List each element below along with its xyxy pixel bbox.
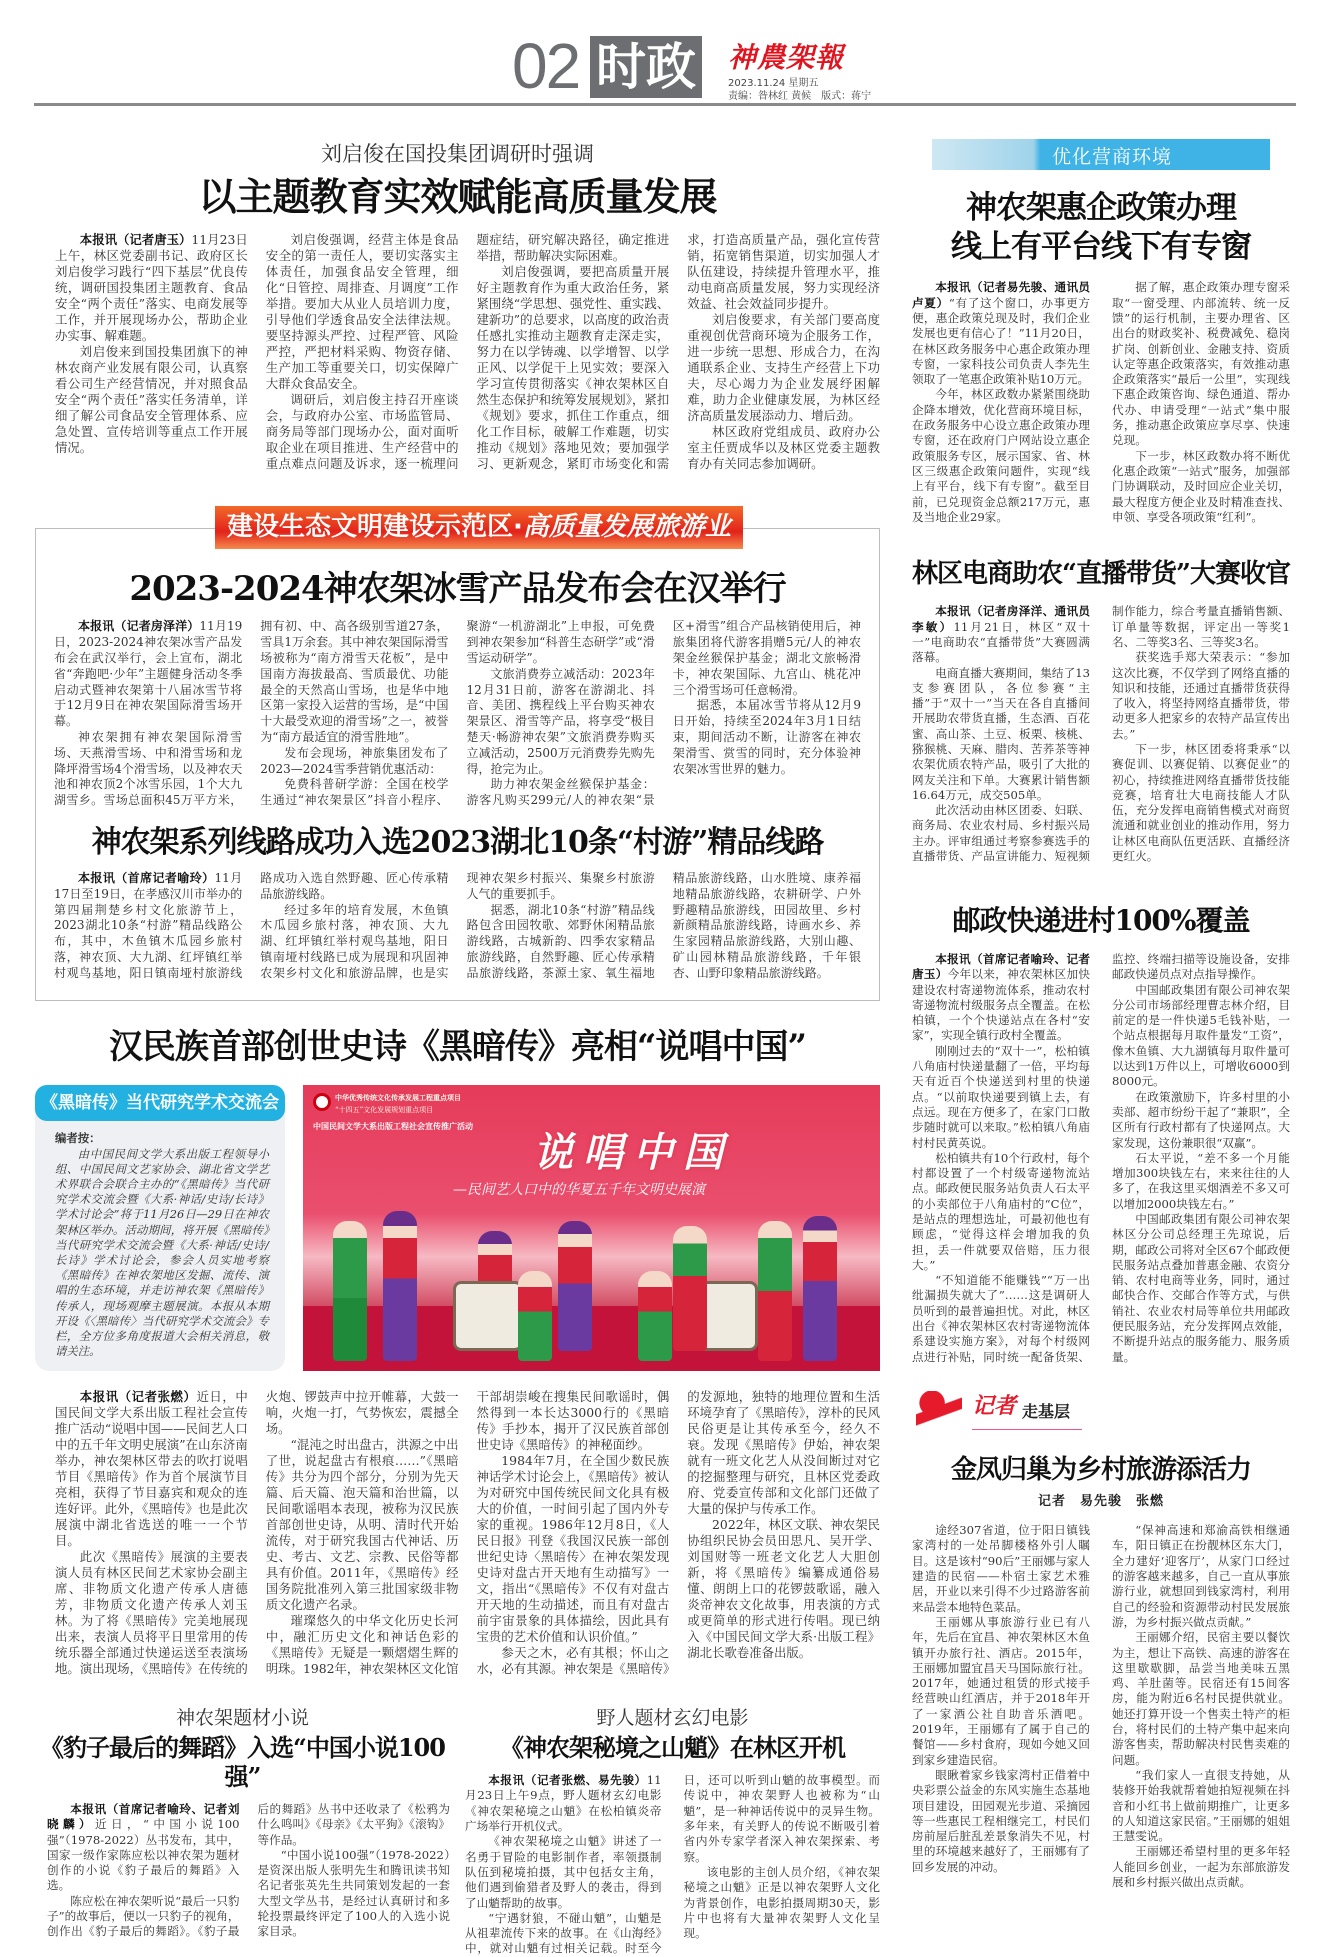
paragraph-text: 眼瞅着家乡钱家湾村正借着中央彩票公益金的东风实施生态基地项目建设，田园观光步道、采摘园等一些惠民工程相继完工，村民们房前屋后脏乱差景象消失不见，村里的环境越来越好了，王丽娜有了回乡发展的冲动。 bbox=[912, 1767, 1090, 1874]
paragraph bbox=[1112, 1844, 1290, 1890]
paragraph-text: 文旅消费券立减活动：2023年12月31日前，游客在游湖北、抖音、美团、携程线上平台购买神农架景区、滑雪等产品，将享受“极目楚天·畅游神农架”文旅消费券购买立减活动，2500万元消费券先购先得，抢完为止。 bbox=[466, 666, 655, 776]
paragraph-text: 下一步，林区政数办将不断优化惠企政策“一站式”服务，加强部门协调联动，及时回应企业关切，最大程度方便企业及时精准查找、申领、享受各项政策“红利”。 bbox=[1112, 448, 1290, 524]
paragraph bbox=[912, 387, 1090, 525]
paragraph-text: 此次活动由林区团委、妇联、商务局、农业农村局、乡村振兴局主办。评审组通过考察参赛选手的直播带货、产品宣讲能力、短视频制作能力，综合考量直播销售额、订单量等数据，评定出一等奖1名、二等奖3名、三等奖3名。 bbox=[912, 604, 1290, 864]
film-article bbox=[465, 1703, 880, 1956]
paragraph bbox=[1112, 742, 1290, 864]
editors-credit: 责编：昝林红 黄候 版式：蒋宁 bbox=[728, 91, 872, 102]
article-body bbox=[912, 604, 1290, 864]
section-title: 时政 bbox=[590, 36, 702, 98]
paragraph-text: 11月23日上午9点，野人题材玄幻电影《神农架秘境之山魈》在松柏镇炎帝广场举行开机仪式。 bbox=[465, 1773, 662, 1834]
topic-banner-label: 优化营商环境 bbox=[1052, 146, 1173, 168]
paragraph bbox=[912, 1044, 1090, 1151]
article-headline: 神农架系列线路成功入选2023湖北10条“村游”精品线路 bbox=[91, 824, 824, 860]
paragraph-text: 免费科普研学游：全国在校学生通过“神农架景区”抖音小程序、聚游“一机游湖北”上申报，可免费到神农架参加“科普生态研学”或“滑雪运动研学”。 bbox=[260, 619, 655, 808]
performer bbox=[758, 1221, 792, 1361]
photo-caption-line: 中国民间文学大系出版工程社会宣传推广活动 bbox=[313, 1121, 473, 1132]
article-kicker: 刘启俊在国投集团调研时强调 bbox=[321, 142, 594, 166]
dateline: 本报讯（记者房泽洋） bbox=[78, 619, 200, 634]
feature-section bbox=[35, 506, 880, 1001]
paragraph-text: 2022年，林区文联、神农架民协组织民协会员田思凡、吴开学、刘国财等一班老文化艺人大胆创新，将《黑暗传》编纂成通俗易懂、朗朗上口的花锣鼓歌谣，融入炎帝神农文化故事，用表演的方式或更简单的形式进行传唱。现已纳入《中国民间文学大系·出版工程》湖北长歌卷准备出版。 bbox=[687, 1517, 880, 1661]
article-headline: 邮政快递进村100%覆盖 bbox=[952, 904, 1250, 938]
column-logo-red: 记者 bbox=[972, 1392, 1017, 1419]
article-body bbox=[912, 952, 1290, 1365]
article-headline: 《豹子最后的舞蹈》入选“中国小说100强” bbox=[40, 1733, 445, 1792]
paragraph-text: 松柏镇共有10个行政村，每个村都设置了一个村级寄递物流站点。邮政便民服务站负责人石太平的小卖部位于八角庙村的“C位”，是站点的理想选址，可最初他也有顾虑，“觉得这样会增加我的负担，丢一件就要双倍赔，压力很大。” bbox=[912, 1150, 1090, 1272]
article-headline: 《神农架秘境之山魈》在林区开机 bbox=[500, 1733, 845, 1763]
paragraph-text: “混沌之时出盘古，洪源之中出了世，说起盘古有根痕……”《黑暗传》共分为四个部分，分别为先天篇、后天篇、泡天篇和治世篇，以民间歌谣唱本表现，被称为汉民族首部创世史诗，从明、清时代开始流传，对于研究我国古代神话、历史、考古、文艺、宗教、民俗等都具有价值。2011年，《黑暗传》经国务院批准列入第三批国家级非物质文化遗产名录。 bbox=[265, 1437, 459, 1613]
paragraph bbox=[1112, 1768, 1290, 1844]
feature-banner-slogan: 高质量发展旅游业 bbox=[522, 511, 731, 542]
article-body bbox=[54, 871, 861, 982]
paragraph-text: 林区政府党组成员、政府办公室主任贾成华以及林区党委主题教育办有关同志参加调研。 bbox=[687, 423, 880, 471]
topic-banner bbox=[932, 139, 1270, 170]
paragraph-text: 刘启俊强调，经营主体是食品安全的第一责任人，要切实落实主体责任，加强食品安全管理，细化“日管控、周排查、月调度”工作举措。要加大从业人员培训力度，引导他们学透食品安全法律法规。要坚持源头严控、过程严管、风险严控，严把材料采购、物资存储、生产加工等重要关口，切实保障广大群众食品安全。 bbox=[265, 231, 459, 391]
dateline: 本报讯（记者易先骏、通讯员卢夏） bbox=[912, 280, 1090, 310]
paragraph-text: 据悉，湖北10条“村游”精品线路包含田园牧歌、郊野休闲精品旅游线路，古城新韵、四季农家精品旅游线路，自然野趣、匠心传承精品旅游线路，茶源土家、氧生福地精品旅游线路，山水胜境、康养福地精品旅游线路，农耕研学、户外野趣精品旅游线，田园故里、乡村新颜精品旅游线路，诗画水乡、养生家园精品旅游线路，大别山趣、矿山园林精品旅游线路，千年银杏、山野印象精品旅游线路。 bbox=[466, 870, 861, 980]
drum bbox=[453, 1281, 523, 1351]
article-body bbox=[465, 1773, 880, 1957]
paragraph bbox=[1112, 1630, 1290, 1768]
paragraph bbox=[258, 1848, 451, 1940]
performer bbox=[518, 1271, 552, 1361]
article-kicker: 野人题材玄幻电影 bbox=[596, 1707, 749, 1730]
paragraph-text: 陈应松在神农架听说“最后一只豹子”的故事后，便以一只豹子的视角，创作出《豹子最后的舞蹈》。《豹子最后的舞蹈》丛书中还收录了《松鸦为什么鸣叫》《母亲》《太平狗》《滚钩》等作品。 bbox=[47, 1801, 450, 1939]
paragraph bbox=[1112, 650, 1290, 742]
article-headline: 神农架惠企政策办理 bbox=[966, 190, 1236, 226]
paragraph-text: 11月23日上午，林区党委副书记、政府区长刘启俊学习践行“四下基层”优良传统，调研国投集团主题教育、食品安全“两个责任”落实、电商发展等工作，并开展现场办公，帮助企业办实事、解难题。 bbox=[55, 231, 248, 343]
paragraph-text: 石太平说，“差不多一个月能增加300块钱左右，来来往往的人多了，在我这里买烟酒差不多又可以增加2000块钱左右。” bbox=[1112, 1150, 1290, 1211]
article-kicker: 神农架题材小说 bbox=[175, 1707, 309, 1730]
paragraph bbox=[465, 1773, 662, 1834]
epic-feature-row bbox=[35, 1085, 880, 1371]
paragraph bbox=[673, 698, 861, 777]
paragraph-text: 王丽娜从事旅游行业已有八年，先后在宜昌、神农架林区木鱼镇开办旅行社、酒店。2015年，王丽娜加盟宜昌天马国际旅行社。2017年，她通过租赁的形式接手经营映山红酒店，并于2018年开了一家酒公社自助音乐酒吧。2019年，王丽娜有了属于自己的餐馆——乡村食府，现如今她又回到家乡建造民宿。 bbox=[912, 1614, 1090, 1767]
article-headline: 线上有平台线下有专窗 bbox=[951, 229, 1251, 266]
paragraph bbox=[912, 1615, 1090, 1768]
paragraph-text: 刘启俊强调，要把高质量开展好主题教育作为重大政治任务，紧紧围绕“学思想、强党性、重实践、建新功”的总要求，以高度的政治责任感扎实推动主题教育走深走实，努力在以学铸魂、以学增智、以学正风、以学促干上见实效；要深入学习宣传贯彻落实《神农架林区自然生态保护和统筹发展规划》，紧扣《规划》要求，抓住工作重点，细化工作目标，破解工作难题，切实推动《规划》落地见效；要加强学习、更新观念，紧盯市场变化和需求，打造高质量产品，强化宣传营销，拓宽销售渠道，切实加强人才队伍建设，持续提升管理水平，推动电商高质量发展，努力实现经济效益、社会效益同步提升。 bbox=[476, 231, 880, 471]
paragraph-text: “保神高速和郑渝高铁相继通车，阳日镇正在扮靓林区东大门，全力建好‘迎客厅’，从家门口经过的游客越来越多，自己一直从事旅游行业，就想回到钱家湾村，利用自己的经验和资源带动村民发展旅游，为乡村振兴做点贡献。” bbox=[1112, 1523, 1290, 1629]
paragraph bbox=[687, 312, 880, 424]
newspaper-logo: 神農架報 bbox=[728, 41, 845, 74]
article-body bbox=[912, 1523, 1290, 1890]
paragraph bbox=[1112, 1151, 1290, 1212]
paragraph bbox=[1112, 449, 1290, 525]
dateline: 本报讯（记者房泽洋、通讯员李敏） bbox=[912, 604, 1090, 634]
dateline: 本报讯（首席记者喻玲） bbox=[78, 870, 215, 885]
paragraph bbox=[55, 232, 248, 344]
performer bbox=[333, 1221, 367, 1361]
paragraph bbox=[912, 1151, 1090, 1273]
left-column bbox=[35, 138, 880, 1957]
column-logo-line bbox=[972, 1429, 1082, 1430]
paragraph-text: 刘启俊来到国投集团旗下的神林农商产业发展有限公司，认真察看公司生产经营情况，并对照食品安全“两个责任”落实任务清单，详细了解公司食品安全管理体系、应急处置、宣传培训等重点工作开展情况。 bbox=[55, 343, 248, 455]
paragraph-text: 发布会现场，神旅集团发布了2023—2024雪季营销优惠活动： bbox=[260, 745, 449, 776]
article-headline: 金凤归巢为乡村旅游添活力 bbox=[950, 1454, 1251, 1485]
editor-note-text: 由中国民间文学大系出版工程领导小组、中国民间文艺家协会、湖北省文学艺术界联合会联合主办的“《黑暗传》当代研究学术交流会暨《大系·神话/史诗/长诗》学术讨论会”将于11月26日—29日在神农架林区举办。活动期间，将开展《黑暗传》当代研究学术交流会暨《大系·神话/史诗/长诗》学术讨论会，参会人员实地考察《黑暗传》在神农架地区发掘、流传、演唱的生态环境，并走访神农架《黑暗传》传承人，现场观摩主题展演。本报从本期开设《〈黑暗传〉当代研究学术交流会》专栏，全方位多角度报道大会相关消息，敬请关注。 bbox=[55, 1146, 269, 1359]
paragraph bbox=[54, 619, 242, 730]
paragraph bbox=[55, 344, 248, 456]
paragraph-text: “宁遇豺狼，不碰山魈”，山魈是从祖辈流传下来的故事。在《山海经》中，就对山魈有过相关记载。时至今日，还可以听到山魈的故事模型。而传说中，神农架野人也被称为“山魈”，是一种神话传说中的灵异生物。多年来，有关野人的传说不断吸引着省内外专家学者深入神农架探索、考察。 bbox=[465, 1773, 880, 1956]
dateline: 本报讯（记者唐玉） bbox=[79, 231, 192, 247]
paragraph bbox=[1112, 280, 1290, 448]
feature-banner-text: 建设生态文明建设示范区· bbox=[227, 511, 523, 542]
paragraph-text: 神农架拥有神农架国际滑雪场、天燕滑雪场、中和滑雪场和龙降坪滑雪场4个滑雪场，以及神农天池和神农顶2个冰雪乐园，1个大九湖雪乡。雪场总面积45万平方米，拥有初、中、高各级别雪道27条，雪具1万余套。其中神农架国际滑雪场被称为“南方滑雪天花板”，是中国南方海拔最高、雪质最优、功能最全的天然高山雪场，也是华中地区第一家投入运营的雪场，是“中国十大最受欢迎的滑雪场”之一，被誉为“南方最适宜的滑雪胜地”。 bbox=[54, 619, 449, 808]
paragraph-text: 王丽娜介绍，民宿主要以餐饮为主，想让下高铁、高速的游客在这里歇歇脚，品尝当地美味五黑鸡、羊肚菌等。民宿还有15间客房，能为附近6名村民提供就业。她还打算开设一个售卖土特产的柜台，将村民们的土特产集中起来向游客售卖，帮助解决村民售卖难的问题。 bbox=[1112, 1630, 1290, 1767]
dateline: 本报讯（首席记者喻玲、记者唐玉） bbox=[912, 951, 1090, 982]
paragraph-text: 下一步，林区团委将秉承“以赛促训、以赛促销、以赛促业”的初心，持续推进网络直播带货技能竞赛，培育壮大电商技能人才队伍，充分发挥电商销售模式对商贸流通和就业创业的推动作用，努力让林区电商队伍更活跃、直播经济更红火。 bbox=[1112, 741, 1290, 864]
paragraph-text: 刚刚过去的“双十一”，松柏镇八角庙村快递量翻了一倍，平均每天有近百个快递送到村里的快递点。“以前取快递要到镇上去，有点远。现在方便多了，在家门口散步随时就可以来取。”松柏镇八角庙村村民黄英说。 bbox=[912, 1043, 1090, 1150]
article-body bbox=[47, 1802, 450, 1940]
feature-box bbox=[35, 528, 880, 1001]
performance-photo bbox=[303, 1085, 880, 1371]
paragraph bbox=[687, 424, 880, 472]
paragraph-text: “中国小说100强”（1978-2022）是资深出版人张明先生和腾讯读书知名记者张英先生共同策划发起的一套大型文学丛书，是经过认真研讨和多轮投票最终评定了100人的入选小说家目录。 bbox=[257, 1847, 450, 1939]
performer bbox=[383, 1211, 417, 1361]
paragraph bbox=[465, 1834, 662, 1910]
photo-caption-line: “十四五”文化发展规划重点项目 bbox=[335, 1106, 434, 1115]
paragraph-text: 璀璨悠久的中华文化历史长河中，融汇历史文化和神话色彩的《黑暗传》无疑是一颗熠熠生辉的明珠。1982年，神农架林区文化馆干部胡崇峻在搜集民间歌谣时，偶然得到一本长达3000行的《黑暗传》手抄本，揭开了汉民族首部创世史诗《黑暗传》的神秘面纱。 bbox=[265, 1389, 670, 1677]
paragraph-text: 此次《黑暗传》展演的主要表演人员有林区民间艺术家协会副主席、非物质文化遗产传承人唐德芳，非物质文化遗产传承人刘玉林。为了将《黑暗传》完美地展现出来，表演人员将平日里常用的传统乐器全部通过快递运送至表演场地。演出现场，《黑暗传》在传统的火炮、锣鼓声中拉开帷幕，大鼓一响，火炮一打，气势恢宏，震撼全场。 bbox=[55, 1389, 459, 1677]
bottom-articles bbox=[35, 1703, 880, 1956]
article-body bbox=[54, 619, 861, 809]
article-headline: 林区电商助农“直播带货”大赛收官 bbox=[912, 559, 1290, 590]
paragraph-text: 调研后，刘启俊主持召开座谈会，与政府办公室、市场监管局、商务局等部门现场办公，面对面听取企业在项目推进、生产经营中的重点难点问题及诉求，逐一梳理问题症结，研究解决路径，确定推进举措，帮助解决实际困难。 bbox=[265, 231, 670, 471]
paragraph-text: 电商直播大赛期间，集结了13支参赛团队，各位参赛“主播”于“双十一”当天在各自直播间开展助农带货直播，生态酒、百花蜜、高山茶、土豆、板栗、核桃、猕猴桃、天麻、腊肉、苦荞茶等神农架优质农特产品，吸引了大批的网友关注和下单。大赛累计销售额16.64万元，成交505单。 bbox=[912, 665, 1090, 802]
performer bbox=[673, 1226, 707, 1351]
paragraph-text: 1984年7月，在全国少数民族神话学术讨论会上，《黑暗传》被认为对研究中国传统民间文化具有极大的价值，一时间引起了国内外专家的重视。1986年12月8日，《人民日报》刊登《我国汉民族一部创世纪史诗〈黑暗传〉在神农架发现 史诗对盘古开天地有生动描写》一文，指出“《黑暗传》不仅有对盘古开天地的生动描述，而且有对盘古前宇宙景象的具体描绘，因此具有宝贵的艺术价值和认识价值。” bbox=[476, 1453, 670, 1645]
performer bbox=[803, 1216, 837, 1361]
paragraph-text: 《神农架秘境之山魈》讲述了一名勇于冒险的电影制作者，率领摄制队伍到秘境拍摄，其中包括女主角，他们遇到偷猎者及野人的袭击，得到了山魈帮助的故事。 bbox=[465, 1834, 662, 1910]
paragraph-text: 中国邮政集团有限公司神农架林区分公司总经理王先琼说，后期，邮政公司将对全区67个邮政便民服务站点叠加普惠金融、农资分销、农村电商等业务，同时，通过邮快合作、交邮合作等方式，与供销社、农业农村局等单位共用邮政便民服务站，充分发挥网点效能，不断提升站点的服务能力、服务质量。 bbox=[1112, 1212, 1290, 1364]
paragraph-text: 参天之木，必有其根；怀山之水，必有其源。神农架是《黑暗传》的发源地，独特的地理位置和生活环境孕育了《黑暗传》，淳朴的民风民俗更是让其传承至今，经久不衰。发现《黑暗传》伊始，神农架就有一班文化艺人从没间断过对它的挖掘整理与研究，且林区党委政府、党委宣传部和文化部门还做了大量的保护与传承工作。 bbox=[476, 1389, 880, 1677]
paragraph bbox=[47, 1802, 240, 1894]
performer bbox=[638, 1271, 672, 1361]
paragraph bbox=[912, 604, 1090, 665]
paragraph-text: 助力神农架金丝猴保护基金：游客凡购买299元/人的神农架“景区+滑雪”组合产品核销使用后，神旅集团将代游客捐赠5元/人的神农架金丝猴保护基金；湖北文旅畅滑卡，神农架国际、九宫山、桃花冲三个滑雪场可任意畅滑。 bbox=[466, 619, 861, 808]
paragraph-text: 11月21日，林区“双十一”电商助农“直播带货”大赛圆满落幕。 bbox=[912, 619, 1090, 665]
editor-note-label: 编者按： bbox=[55, 1131, 101, 1146]
paragraph-text: 王丽娜还希望村里的更多年轻人能回乡创业，一起为东部旅游发展和乡村振兴做出点贡献。 bbox=[1112, 1844, 1290, 1889]
column-logo-text: 走基层 bbox=[1022, 1401, 1071, 1421]
paragraph bbox=[1112, 1090, 1290, 1151]
masthead-divider bbox=[34, 103, 1296, 106]
photo-caption-line: 中华优秀传统文化传承发展工程重点项目 bbox=[335, 1093, 461, 1103]
paragraph bbox=[1112, 983, 1290, 1090]
paragraph bbox=[266, 1437, 459, 1613]
paragraph bbox=[266, 232, 459, 392]
stage-backdrop-subtitle: —民间艺人口中的华夏五千年文明史展演 bbox=[453, 1182, 705, 1199]
right-column bbox=[912, 139, 1290, 1890]
paragraph-text: 获奖选手郑大荣表示：“参加这次比赛，不仅学到了网络直播的知识和技能，还通过直播带货获得了收入，将坚持网络直播带货，带动更多人把家乡的农特产品宣传出去。” bbox=[1112, 650, 1290, 741]
paragraph-text: 据了解，惠企政策办理专窗采取“一窗受理、内部流转、统一反馈”的运行机制，主要办理省、区出台的财政奖补、税费减免、稳岗扩岗、创新创业、金融支持、资质认定等惠企政策落实，有效推动惠企政策落实“最后一公里”，实现线下惠企政策咨询、绿色通道、帮办代办、申请受理“一站式”集中服务，推动惠企政策应享尽享、快速兑现。 bbox=[1112, 280, 1290, 448]
paragraph-text: 近日，“中国小说100强”（1978-2022）丛书发布，其中，国家一级作家陈应松以神农架为题材创作的小说《豹子最后的舞蹈》入选。 bbox=[47, 1817, 240, 1893]
performer bbox=[558, 1221, 592, 1351]
page-number: 02 bbox=[512, 30, 580, 102]
dateline: 本报讯（记者张燃） bbox=[79, 1389, 197, 1405]
article-body bbox=[912, 280, 1290, 525]
article-body bbox=[55, 1389, 880, 1677]
article-body bbox=[55, 232, 880, 472]
article-byline: 记者 易先骏 张燃 bbox=[1037, 1494, 1164, 1510]
stage-backdrop-title: 说唱中国 bbox=[533, 1129, 733, 1177]
paragraph bbox=[55, 1389, 248, 1549]
editor-note-box bbox=[35, 1085, 285, 1371]
article-headline: 以主题教育实效赋能高质量发展 bbox=[198, 174, 717, 219]
paragraph bbox=[477, 1453, 670, 1645]
paragraph bbox=[912, 1768, 1090, 1875]
paragraph bbox=[467, 667, 655, 778]
paragraph-text: “我们家人一直很支持她，从装修开始我就帮着她拍短视频在抖音和小红书上做前期推广，让更多的人知道这家民宿。”王丽娜的姐姐王慧雯说。 bbox=[1112, 1767, 1290, 1844]
editor-note bbox=[35, 1121, 285, 1359]
dateline: 本报讯（记者张燃、易先骏） bbox=[488, 1773, 647, 1788]
paragraph-text: 11月17日至19日，在孝感汉川市举办的第四届荆楚乡村文化旅游节上，2023湖北10条“村游”精品线路公布，其中，木鱼镇木瓜园乡旅村落，神农顶、大九湖、红坪镇红举村观鸟基地，阳日镇南垭村旅游线路成功入选自然野趣、匠心传承精品旅游线路。 bbox=[54, 870, 449, 980]
paragraph bbox=[1112, 1523, 1290, 1630]
article-headline: 汉民族首部创世史诗《黑暗传》亮相“说唱中国” bbox=[108, 1026, 807, 1067]
paragraph-text: 途经307省道，位于阳日镇钱家湾村的一处吊脚楼格外引人瞩目。这是该村“90后”王丽娜与家人建造的民宿——朴宿土家艺术雅居，开业以来引得不少过路游客前来品尝本地特色菜品。 bbox=[912, 1523, 1090, 1614]
paragraph-text: “有了这个窗口，办事更方便，惠企政策兑现及时，我们企业发展也更有信心了！”11月20日，在林区政务服务中心惠企政策办理专窗，一家科技公司负责人李先生领取了一笔惠企政策补贴10万元。 bbox=[912, 295, 1090, 387]
article-headline: 2023-2024神农架冰雪产品发布会在汉举行 bbox=[129, 568, 786, 609]
runner-icon bbox=[916, 1391, 962, 1431]
paragraph-text: 近日，中国民间文学大系出版工程社会宣传推广活动“说唱中国——民间艺人口中的五千年文明史展演”在山东济南举办，神农架林区带去的吹打说唱节目《黑暗传》作为首个展演节目亮相，获得了节目嘉宾和观众的连连好评。此外，《黑暗传》也是此次展演中湖北省选送的唯一一个节目。 bbox=[55, 1389, 248, 1549]
paragraph bbox=[912, 280, 1090, 387]
novel-article bbox=[35, 1703, 450, 1956]
paragraph-text: “不知道能不能赚钱”“万一出纰漏损失就大了”……这是调研人员听到的最普遍担忧。对此，林区出台《神农架林区农村寄递物流体系建设实施方案》，对每个村级网点进行补贴，同时统一配备货架、监控、终端扫描等设施设备，安排邮政快递员点对点指导操作。 bbox=[912, 951, 1290, 1364]
paragraph-text: 经过多年的培育发展，木鱼镇木瓜园乡旅村落，神农顶、大九湖、红坪镇红举村观鸟基地，阳日镇南垭村线路已成为展现和巩固神农架乡村文化和旅游品牌，也是实现神农架乡村振兴、集聚乡村旅游人气的重要抓手。 bbox=[260, 870, 655, 980]
dateline: 本报讯（首席记者喻玲、记者刘晓麟） bbox=[47, 1801, 240, 1832]
paragraph-text: 今年以来，神农架林区加快建设农村寄递物流体系，推动农村寄递物流村级服务点全覆盖。在松柏镇，一个个快递站点在各村“安家”，实现全镇行政村全覆盖。 bbox=[912, 967, 1090, 1043]
paragraph bbox=[684, 1865, 881, 1941]
paragraph bbox=[912, 666, 1090, 804]
column-logo bbox=[912, 1389, 1082, 1433]
paragraph bbox=[260, 746, 448, 778]
paragraph-text: 据悉，本届冰雪节将从12月9日开始，持续至2024年3月1日结束，期间活动不断，让游客在神农架滑雪、赏雪的同时，充分体验神农架冰雪世界的魅力。 bbox=[672, 698, 861, 776]
paragraph bbox=[912, 952, 1090, 1044]
paragraph bbox=[1112, 1212, 1290, 1365]
emblem-icon bbox=[313, 1093, 331, 1111]
paragraph-text: 刘启俊要求，有关部门要高度重视创优营商环境为企服务工作，进一步统一思想、形成合力，在沟通联系企业、支持生产经营上下功夫，尽心竭力为企业发展纾困解难，助力企业健康发展，为林区经济高质量发展添动力、增后劲。 bbox=[687, 311, 880, 423]
paragraph-text: 该电影的主创人员介绍，《神农架秘境之山魈》正是以神农架野人文化为背景创作，电影拍摄周期30天，影片中也将有大量神农架野人文化呈现。 bbox=[683, 1864, 880, 1941]
feature-banner bbox=[215, 506, 743, 549]
paragraph-text: 今年，林区政数办紧紧围绕助企降本增效，优化营商环境目标，在政务服务中心设立惠企政策办理专窗，还在政府门户网站设立惠企政策服务专区，展示国家、省、林区三级惠企政策问题件，实现“线上有平台，线下有专窗”。截至目前，已兑现资金总额217万元，惠及当地企业29家。 bbox=[912, 387, 1090, 524]
paragraph bbox=[687, 1517, 880, 1661]
paragraph bbox=[912, 1523, 1090, 1615]
editor-note-title: 《黑暗传》当代研究学术交流会 bbox=[35, 1085, 285, 1121]
paragraph-text: 11月19日，2023-2024神农架冰雪产品发布会在武汉举行，会上宣布，湖北省“奔跑吧·少年”主题健身活动冬季启动式暨神农架第十八届冰雪节将于12月9日在神农架国际滑雪场开幕。 bbox=[54, 619, 243, 729]
paragraph-text: 中国邮政集团有限公司神农架分公司市场部经理曹志林介绍，目前定的是一件快递5毛钱补贴，一个站点根据每月取件量发“工资”，像木鱼镇、大九湖镇每月取件量可以达到1万件以上，可增收6000到8000元。 bbox=[1112, 982, 1290, 1089]
paragraph-text: 在政策激励下，许多村里的小卖部、超市纷纷干起了“兼职”，全区所有行政村都有了快递网点。大家发现，这份兼职很“双赢”。 bbox=[1112, 1089, 1290, 1150]
issue-date: 2023.11.24 星期五 bbox=[728, 78, 819, 89]
